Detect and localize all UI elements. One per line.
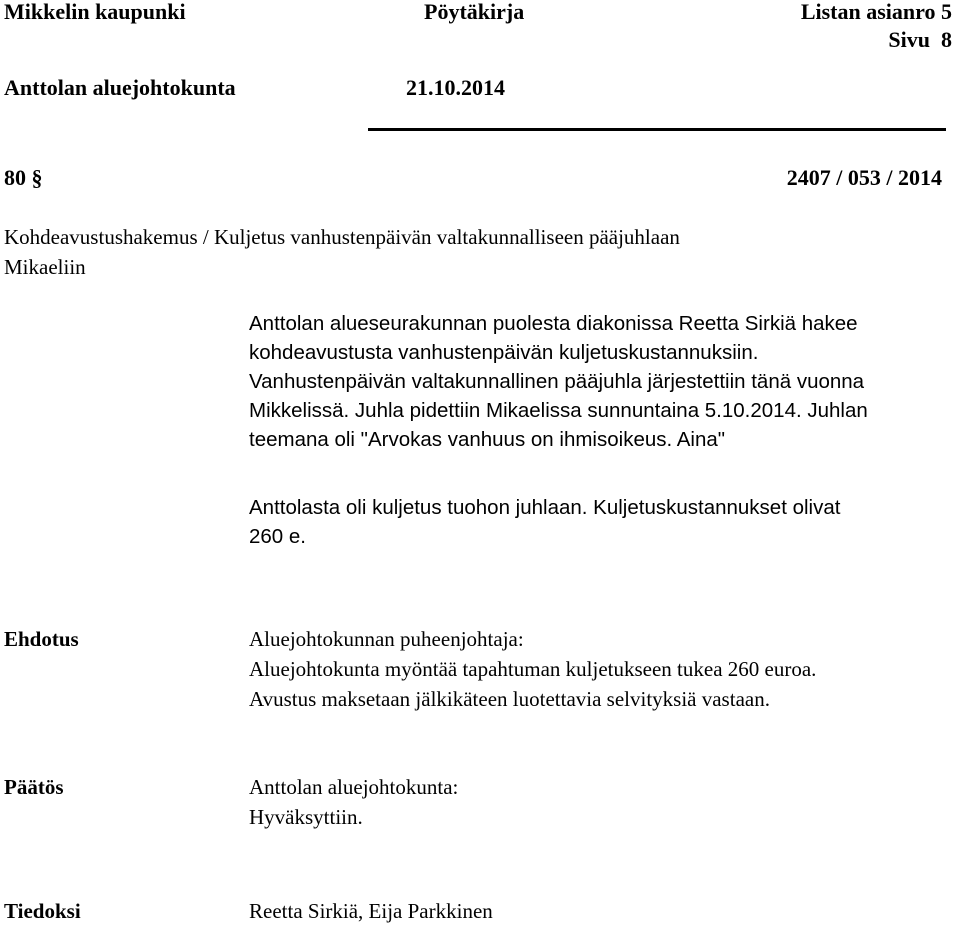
decision-line: Hyväksyttiin. (249, 805, 363, 829)
page-number: Sivu 8 (888, 27, 952, 52)
proposal-line: Aluejohtokunta myöntää tapahtuman kuljetukseen tukea 260 euroa. (249, 657, 817, 681)
case-title-line-2: Mikaeliin (4, 255, 86, 279)
description-line: teemana oli "Arvokas vanhuus on ihmisoikeus. Aina" (249, 428, 726, 451)
meeting-body: Anttolan aluejohtokunta (4, 75, 236, 100)
proposal-line: Avustus maksetaan jälkikäteen luotettavia selvityksiä vastaan. (249, 687, 770, 711)
organization-name: Mikkelin kaupunki (4, 0, 186, 24)
description-line: 260 e. (249, 525, 306, 548)
proposal-label: Ehdotus (4, 627, 79, 651)
description-line: Mikkelissä. Juhla pidettiin Mikaelissa sunnuntaina 5.10.2014. Juhlan (249, 399, 868, 422)
description-paragraph-2 (249, 493, 840, 551)
diary-number: 2407 / 053 / 2014 (786, 165, 942, 190)
description-line: kohdeavustusta vanhustenpäivän kuljetuskustannuksiin. (249, 341, 759, 364)
decision-text (249, 772, 458, 832)
section-number: 80 § (4, 165, 43, 190)
item-number: Listan asianro 5 (800, 0, 952, 24)
header-rule (368, 128, 946, 131)
proposal-text (249, 624, 816, 714)
proposal-line: Aluejohtokunnan puheenjohtaja: (249, 627, 524, 651)
case-title-line-1: Kohdeavustushakemus / Kuljetus vanhustenpäivän valtakunnalliseen pääjuhlaan (4, 225, 680, 249)
description-line: Anttolan alueseurakunnan puolesta diakonissa Reetta Sirkiä hakee (249, 312, 858, 335)
description-paragraph-1 (249, 309, 868, 454)
decision-label: Päätös (4, 775, 64, 799)
description-line: Anttolasta oli kuljetus tuohon juhlaan. Kuljetuskustannukset olivat (249, 496, 841, 519)
notify-label: Tiedoksi (4, 899, 81, 923)
document-type: Pöytäkirja (424, 0, 525, 24)
notify-recipients: Reetta Sirkiä, Eija Parkkinen (249, 899, 493, 923)
description-line: Vanhustenpäivän valtakunnallinen pääjuhla järjestettiin tänä vuonna (249, 370, 865, 393)
meeting-date: 21.10.2014 (406, 75, 505, 100)
decision-line: Anttolan aluejohtokunta: (249, 775, 459, 799)
